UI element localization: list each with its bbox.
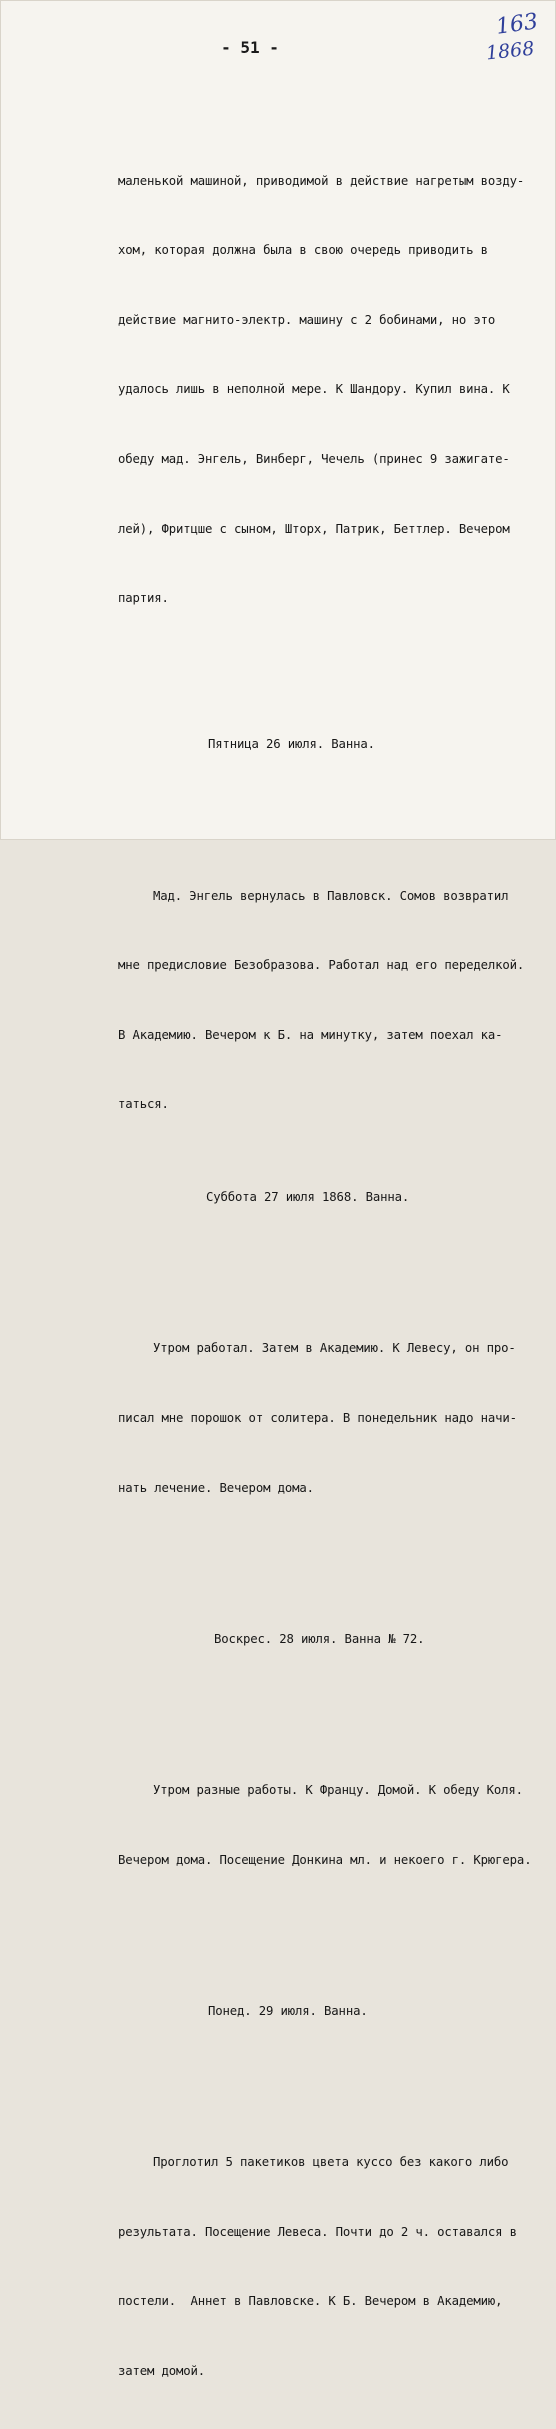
- text-line: писал мне порошок от солитера. В понедельник надо начи-: [118, 1410, 517, 1425]
- text-line: партия.: [118, 591, 169, 606]
- text-line: затем домой.: [118, 2363, 206, 2378]
- entry-heading: Понед. 29 июля. Ванна.: [208, 2003, 368, 2018]
- text-line: хом, которая должна была в свою очередь приводить в: [118, 243, 488, 258]
- text-line: действие магнито-электр. машину с 2 бобинами, но это: [118, 312, 496, 327]
- text-line: Вечером дома. Посещение Донкина мл. и некоего г. Крюгера.: [118, 1852, 532, 1867]
- text-line: Проглотил 5 пакетиков цвета куссо без какого либо: [153, 2154, 509, 2169]
- handwritten-folio: [478, 9, 542, 72]
- text-line: лей), Фритцше с сыном, Шторх, Патрик, Беттлер. Вечером: [118, 521, 510, 536]
- entry-heading: Пятница 26 июля. Ванна.: [208, 737, 375, 752]
- entry-heading: Суббота 27 июля 1868. Ванна.: [206, 1190, 410, 1205]
- entry-heading: Воскрес. 28 июля. Ванна № 72.: [214, 1631, 425, 1646]
- text-line: Утром разные работы. К Францу. Домой. К обеду Коля.: [153, 1782, 523, 1797]
- text-line: маленькой машиной, приводимой в действие нагретым возду-: [118, 173, 525, 188]
- text-line: В Академию. Вечером к Б. на минутку, затем поехал ка-: [118, 1027, 503, 1042]
- folio-year: 1868: [484, 37, 536, 65]
- text-line: нать лечение. Вечером дома.: [118, 1480, 314, 1495]
- text-line: Утром работал. Затем в Академию. К Левесу, он про-: [153, 1341, 516, 1356]
- text-line: Мад. Энгель вернулась в Павловск. Сомов возвратил: [153, 888, 509, 903]
- text-line: таться.: [118, 1097, 169, 1112]
- folio-page-number: 163: [494, 9, 540, 40]
- page-number: - 51 -: [221, 38, 279, 57]
- text-line: мне предисловие Безобразова. Работал над его переделкой.: [118, 958, 525, 973]
- text-line: обеду мад. Энгель, Винберг, Чечель (принес 9 зажигате-: [118, 451, 510, 466]
- diary-text: [118, 100, 550, 2429]
- text-line: результата. Посещение Левеса. Почти до 2 ч. оставался в: [118, 2224, 517, 2239]
- text-line: удалось лишь в неполной мере. К Шандору. Купил вина. К: [118, 382, 510, 397]
- text-line: постели. Аннет в Павловске. К Б. Вечером в Академию,: [118, 2294, 503, 2309]
